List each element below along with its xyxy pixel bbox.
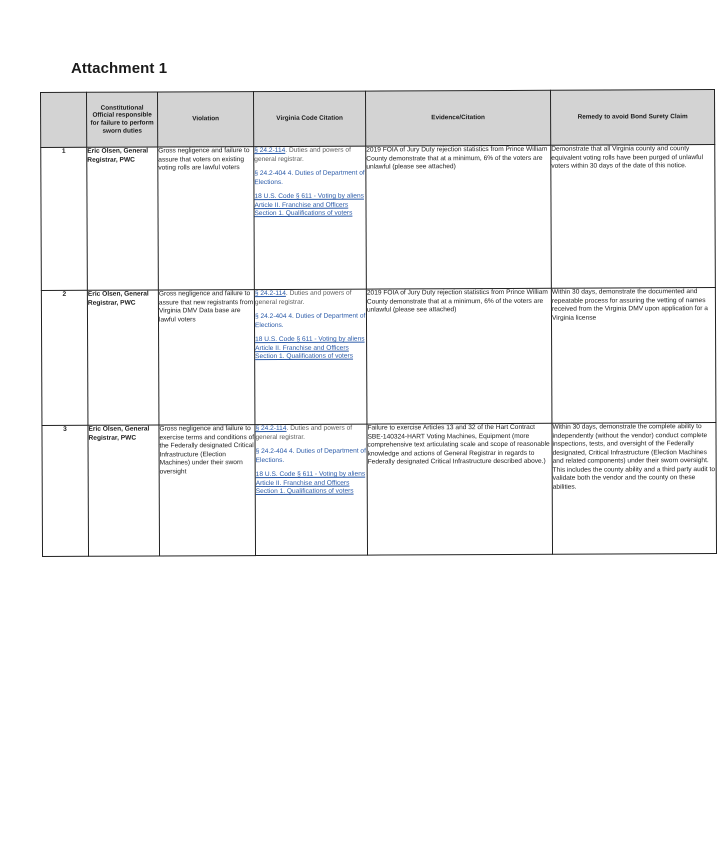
- violation-cell: Gross negligence and failure to assure that voters on existing voting rolls are lawful voters: [158, 147, 255, 290]
- code-link-24-2-114[interactable]: § 24.2-114: [254, 146, 286, 155]
- evidence-cell: Failure to exercise Articles 13 and 32 of the Hart Contract SBE-140324-HART Voting Machines, Equipment (more comprehensive text articulating scale and scope of reasonable knowledge and actions of General Registrar in regards to Federally designated Critical Infrastructure described above.): [367, 423, 553, 555]
- code-citation-2: § 24.2-404 4. Duties of Department of Elections.: [254, 312, 366, 329]
- code-link-section-1[interactable]: Section 1. Qualifications of voters: [254, 210, 353, 218]
- header-official: Constitutional Official responsible for failure to perform sworn duties: [87, 92, 158, 147]
- code-link-24-2-114[interactable]: § 24.2-114: [255, 424, 287, 433]
- evidence-cell: 2019 FOIA of Jury Duty rejection statistics from Prince William County demonstrate that at a minimum, 6% of the voters are unlawful (please see attached): [366, 288, 552, 424]
- page-title: Attachment 1: [71, 60, 168, 77]
- official-cell: Eric Olsen, General Registrar, PWC: [88, 425, 160, 556]
- code-citation-2: § 24.2-404 4. Duties of Department of Elections.: [255, 447, 366, 464]
- code-link-18-usc-611[interactable]: 18 U.S. Code § 611 - Voting by aliens: [255, 335, 365, 344]
- remedy-cell: Within 30 days, demonstrate the complete ability to independently (without the vendor) conduct complete inspections, tests, and oversight of the Federally designated, Critical Infrastructure (Election Machines and related components) under their sworn oversight. This includes the county ability and a third party audit to validate both the vendor and the county on these abilities.: [552, 423, 717, 555]
- violation-cell: Gross negligence and failure to assure that new registrants from Virginia DMV Data base are lawful voters: [158, 290, 255, 425]
- code-citation-cell: [254, 289, 367, 424]
- official-cell: Eric Olsen, General Registrar, PWC: [87, 290, 159, 425]
- evidence-cell: 2019 FOIA of Jury Duty rejection statistics from Prince William County demonstrate that at a minimum, 6% of the voters are unlawful (please see attached): [366, 145, 552, 289]
- attachment-table: [40, 89, 717, 557]
- code-citation-2: § 24.2-404 4. Duties of Department of Elections.: [254, 169, 365, 186]
- code-citation-1-text: . Duties and powers of general registrar.: [254, 289, 352, 306]
- table-row: [42, 423, 717, 557]
- code-link-article-ii[interactable]: Article II. Franchise and Officers: [255, 479, 350, 487]
- code-citation-cell: [255, 424, 368, 555]
- code-link-article-ii[interactable]: Article II. Franchise and Officers: [255, 344, 349, 352]
- official-cell: Eric Olsen, General Registrar, PWC: [87, 147, 159, 290]
- table-header-row: [41, 90, 715, 148]
- table-row: [41, 145, 716, 291]
- code-citation-cell: [254, 146, 367, 289]
- code-citation-1-text: . Duties and powers of general registrar.: [255, 424, 353, 441]
- row-number: 2: [41, 290, 88, 425]
- header-code-citation: Virginia Code Citation: [254, 91, 366, 146]
- row-number: 1: [41, 147, 88, 290]
- code-citation-1: [254, 147, 365, 165]
- code-link-article-ii[interactable]: Article II. Franchise and Officers: [254, 201, 349, 209]
- header-violation: Violation: [158, 92, 254, 147]
- header-remedy: Remedy to avoid Bond Surety Claim: [550, 90, 714, 146]
- code-citation-1: [255, 425, 366, 443]
- remedy-cell: Demonstrate that all Virginia county and county equivalent voting rolls have been purged of unlawful voters within 30 days of the date of this notice.: [551, 145, 716, 289]
- row-number: 3: [42, 425, 89, 556]
- table-row: [41, 288, 716, 426]
- violation-cell: Gross negligence and failure to exercise terms and conditions of the Federally designated Critical Infrastructure (Election Machines) under their sworn oversight: [159, 425, 256, 556]
- code-link-section-1[interactable]: Section 1. Qualifications of voters: [255, 353, 354, 361]
- code-link-18-usc-611[interactable]: 18 U.S. Code § 611 - Voting by aliens: [255, 470, 366, 479]
- header-number: [41, 92, 87, 147]
- remedy-cell: Within 30 days, demonstrate the documented and repeatable process for assuring the vetting of names received from the Virginia DMV upon application for a Virginia license: [551, 288, 716, 424]
- code-citation-1-text: . Duties and powers of general registrar.: [254, 146, 351, 163]
- code-citation-1: [255, 290, 366, 308]
- code-link-24-2-114[interactable]: § 24.2-114: [254, 289, 286, 298]
- code-link-18-usc-611[interactable]: 18 U.S. Code § 611 - Voting by aliens: [254, 192, 364, 201]
- code-link-section-1[interactable]: Section 1. Qualifications of voters: [255, 488, 354, 496]
- header-evidence: Evidence/Citation: [365, 90, 550, 146]
